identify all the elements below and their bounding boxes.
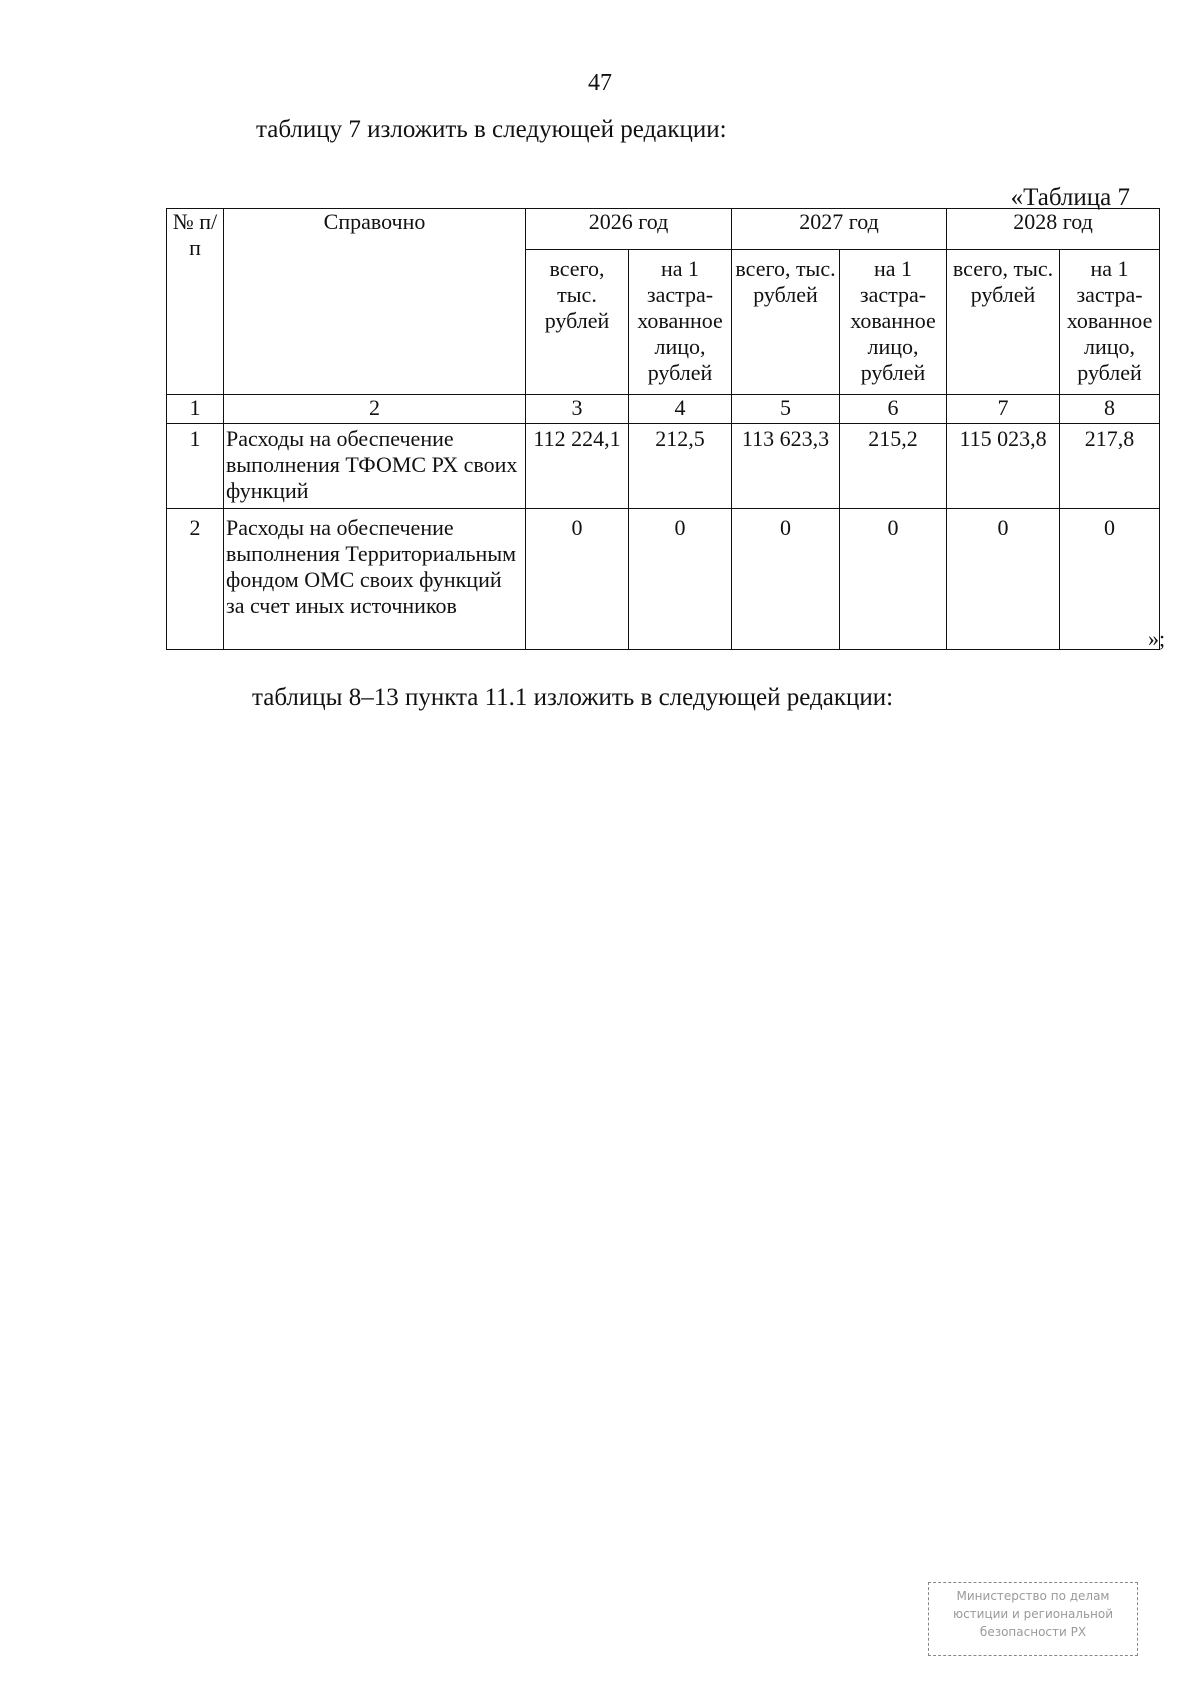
cell-value: 215,2 <box>840 424 947 509</box>
registration-stamp <box>928 1582 1138 1656</box>
stamp-line: юстиции и региональной <box>952 1607 1114 1621</box>
column-number: 3 <box>526 395 629 424</box>
cell-value: 113 623,3 <box>732 424 840 509</box>
table-7 <box>166 208 1160 650</box>
cell-value: 0 <box>1060 509 1160 650</box>
cell-value: 0 <box>732 509 840 650</box>
header-year-2027: 2027 год <box>732 209 947 250</box>
column-number: 6 <box>840 395 947 424</box>
table-row <box>167 424 1160 509</box>
column-number: 5 <box>732 395 840 424</box>
subheader-per-person: на 1 застра-хованное лицо, рублей <box>840 250 947 395</box>
header-num: № п/п <box>167 209 224 395</box>
column-number: 4 <box>629 395 732 424</box>
cell-value: 0 <box>629 509 732 650</box>
stamp-line: Министерство по делам <box>956 1589 1110 1603</box>
table-caption: «Таблица 7 <box>1010 184 1130 211</box>
column-number: 2 <box>224 395 526 424</box>
column-number: 8 <box>1060 395 1160 424</box>
table-row <box>167 509 1160 650</box>
row-name: Расходы на обеспечение выполнения ТФОМС РХ своих функций <box>224 424 526 509</box>
stamp-line: безопасности РХ <box>979 1625 1087 1639</box>
cell-value: 0 <box>947 509 1060 650</box>
row-name: Расходы на обеспечение выполнения Территориальным фондом ОМС своих функций за счет иных источников <box>224 509 526 650</box>
column-number: 7 <box>947 395 1060 424</box>
subheader-total: всего, тыс. рублей <box>526 250 629 395</box>
cell-value: 115 023,8 <box>947 424 1060 509</box>
cell-value: 217,8 <box>1060 424 1160 509</box>
cell-value: 212,5 <box>629 424 732 509</box>
subheader-per-person: на 1 застра-хованное лицо, рублей <box>629 250 732 395</box>
cell-value: 0 <box>526 509 629 650</box>
subheader-per-person: на 1 застра-хованное лицо, рублей <box>1060 250 1160 395</box>
intro-text: таблицу 7 изложить в следующей редакции: <box>256 116 727 143</box>
subheader-total: всего, тыс. рублей <box>732 250 840 395</box>
cell-value: 112 224,1 <box>526 424 629 509</box>
closing-quote: »; <box>1148 626 1166 651</box>
page-number: 47 <box>588 70 612 96</box>
row-num: 1 <box>167 424 224 509</box>
subheader-total: всего, тыс. рублей <box>947 250 1060 395</box>
header-year-2028: 2028 год <box>947 209 1160 250</box>
row-num: 2 <box>167 509 224 650</box>
outro-text: таблицы 8–13 пункта 11.1 изложить в следующей редакции: <box>252 684 894 711</box>
header-name: Справочно <box>224 209 526 395</box>
cell-value: 0 <box>840 509 947 650</box>
header-year-2026: 2026 год <box>526 209 732 250</box>
column-number: 1 <box>167 395 224 424</box>
